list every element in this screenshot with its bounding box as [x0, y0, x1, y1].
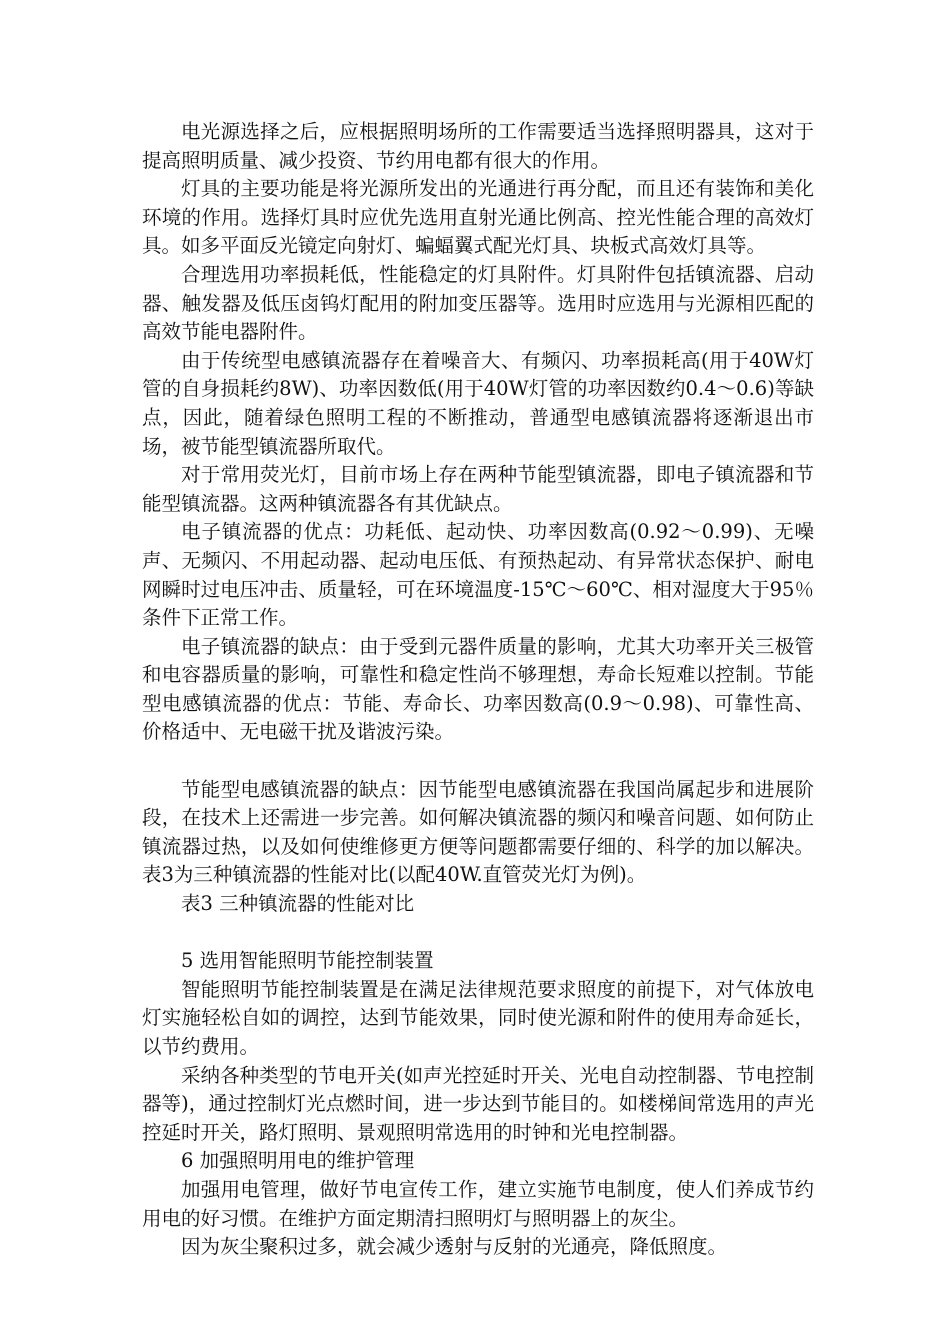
paragraph-light-source-selection: 电光源选择之后，应根据照明场所的工作需要适当选择照明器具，这对于提高照明质量、减少投资、节约用电都有很大的作用。	[142, 120, 814, 172]
document-body	[142, 118, 814, 1262]
paragraph-luminaire-function: 灯具的主要功能是将光源所发出的光通进行再分配，而且还有装饰和美化环境的作用。选择灯具时应优先选用直射光通比例高、控光性能合理的高效灯具。如多平面反光镜定向射灯、蝙蝠翼式配光灯具、块板式高效灯具等。	[142, 177, 814, 258]
paragraph-intelligent-control: 智能照明节能控制装置是在满足法律规范要求照度的前提下，对气体放电灯实施轻松自如的调控，达到节能效果，同时使光源和附件的使用寿命延长，以节约费用。	[142, 977, 814, 1058]
section-heading-5: 5 选用智能照明节能控制装置	[181, 949, 434, 973]
paragraph-energy-saving-ballast-disadvantages: 节能型电感镇流器的缺点：因节能型电感镇流器在我国尚属起步和进展阶段，在技术上还需进一步完善。如何解决镇流器的频闪和噪音问题、如何防止镇流器过热，以及如何使维修更方便等问题都需要仔细的、科学的加以解决。表3为三种镇流器的性能对比(以配40W.直管荧光灯为例)。	[142, 777, 814, 887]
paragraph-electronic-ballast-advantages: 电子镇流器的优点：功耗低、起动快、功率因数高(0.92～0.99)、无噪声、无频闪、不用起动器、起动电压低、有预热起动、有异常状态保护、耐电网瞬时过电压冲击、质量轻，可在环境温度-15℃～60℃、相对湿度大于95％条件下正常工作。	[142, 520, 814, 630]
paragraph-electricity-management: 加强用电管理，做好节电宣传工作，建立实施节电制度，使人们养成节约用电的好习惯。在维护方面定期清扫照明灯与照明器上的灰尘。	[142, 1177, 814, 1230]
section-heading-6: 6 加强照明用电的维护管理	[181, 1149, 415, 1173]
paragraph-electronic-ballast-disadvantages: 电子镇流器的缺点：由于受到元器件质量的影响，尤其大功率开关三极管和电容器质量的影响，可靠性和稳定性尚不够理想，寿命长短难以控制。节能型电感镇流器的优点：节能、寿命长、功率因数高(0.9～0.98)、可靠性高、价格适中、无电磁干扰及谐波污染。	[142, 634, 814, 744]
paragraph-saving-switches: 采纳各种类型的节电开关(如声光控延时开关、光电自动控制器、节电控制器等)，通过控制灯光点燃时间，进一步达到节能目的。如楼梯间常选用的声光控延时开关，路灯照明、景观照明常选用的时钟和光电控制器。	[142, 1063, 814, 1144]
table-caption: 表3 三种镇流器的性能对比	[181, 892, 415, 916]
paragraph-two-ballast-types: 对于常用荧光灯，目前市场上存在两种节能型镇流器，即电子镇流器和节能型镇流器。这两种镇流器各有其优缺点。	[142, 463, 814, 515]
paragraph-luminaire-accessories: 合理选用功率损耗低，性能稳定的灯具附件。灯具附件包括镇流器、启动器、触发器及低压卤钨灯配用的附加变压器等。选用时应选用与光源相匹配的高效节能电器附件。	[142, 262, 814, 344]
paragraph-dust-accumulation: 因为灰尘聚积过多，就会减少透射与反射的光通亮，降低照度。	[181, 1235, 728, 1259]
paragraph-inductive-ballast-drawbacks: 由于传统型电感镇流器存在着噪音大、有频闪、功率损耗高(用于40W灯管的自身损耗约8W)、功率因数低(用于40W灯管的功率因数约0.4～0.6)等缺点，因此，随着绿色照明工程的不断推动，普通型电感镇流器将逐渐退出市场，被节能型镇流器所取代。	[142, 348, 814, 458]
